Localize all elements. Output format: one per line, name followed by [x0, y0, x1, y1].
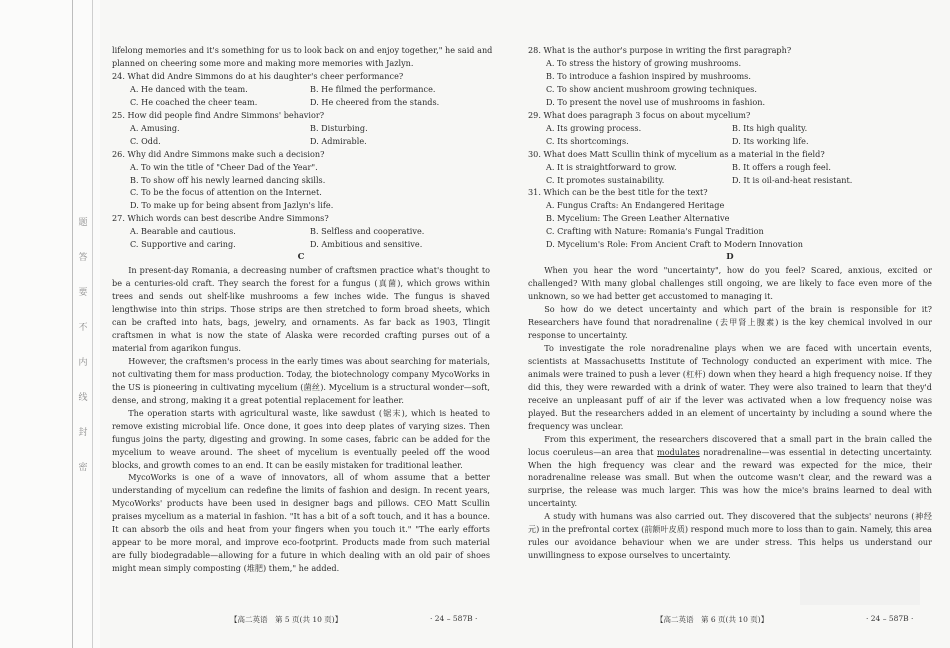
page-number-label: 【高二英语 第 6 页(共 10 页)】 — [656, 615, 769, 624]
passage-paragraph: From this experiment, the researchers discovered that a small part in the brain called the locus coeruleus—an area that modulates noradrenaline—was essential in detecting uncertainty. When the high frequency was clear and the reward was expected for the mice, their noradrenaline release was small. But when the outcome wasn't clear, and the reward was a surprise, the release was much larger. This was how the mice's brains learned to deal with uncertainty. — [528, 433, 932, 509]
seal-char: 线 — [78, 393, 88, 403]
seal-char: 封 — [78, 428, 88, 438]
option-b: B. He filmed the performance. — [310, 83, 436, 94]
seal-char: 答 — [78, 253, 88, 263]
option-a: A. Fungus Crafts: An Endangered Heritage — [546, 200, 725, 211]
intro-line: lifelong memories and it's something for us to look back on and enjoy together," he said and — [112, 45, 493, 55]
option-d: D. To make up for being absent from Jazlyn's life. — [130, 200, 334, 211]
question-29 — [528, 109, 932, 148]
passage-paragraph: A study with humans was also carried out. They discovered that the subjects' neurons (神经元) in the prefrontal cortex (前额叶皮质) respond much more to loss than to gain. Namely, this area rules our avoidance behaviour when we are under stress. This helps us understand our unwillingness to expose ourselves to uncertainty. — [528, 511, 933, 561]
seal-char: 题 — [78, 218, 88, 228]
option-b: B. Its high quality. — [732, 122, 808, 133]
seal-line-inner — [92, 0, 93, 648]
option-d: D. It is oil-and-heat resistant. — [732, 174, 853, 185]
option-b: B. Selfless and cooperative. — [310, 226, 425, 237]
option-d: D. Mycelium's Role: From Ancient Craft to Modern Innovation — [546, 239, 803, 250]
underlined-word: modulates — [657, 446, 700, 457]
seal-char: 不 — [78, 323, 88, 333]
question-stem: 29. What does paragraph 3 focus on about mycelium? — [528, 109, 751, 120]
passage-paragraph: So how do we detect uncertainty and which part of the brain is responsible for it? Researchers have found that noradrenaline (去甲肾上腺素) is the key chemical involved in our response to uncertainty. — [528, 304, 932, 340]
option-d: D. Admirable. — [310, 135, 367, 146]
question-stem: 30. What does Matt Scullin think of mycelium as a material in the field? — [528, 148, 825, 159]
option-b: B. It offers a rough feel. — [732, 161, 831, 172]
question-stem: 27. Which words can best describe Andre Simmons? — [112, 213, 329, 224]
passage-paragraph: In present-day Romania, a decreasing number of craftsmen practice what's thought to be a centuries-old craft. They search the forest for a fungus (真菌), which grows within trees and sends out shelf-like mushrooms a few inches wide. The fungus is shaved lengthwise into thin strips. Those strips are then stretched to form broad sheets, which can be crafted into hats, bags, jewelry, and ornaments. As far back as 1903, Tlingit craftsmen in what is now the state of Alaska were recorded crafting purses out of a material from agarikon fungus. — [112, 265, 490, 353]
option-b: B. To show off his newly learned dancing skills. — [130, 174, 326, 185]
section-heading-d: D — [726, 252, 734, 263]
question-stem: 25. How did people find Andre Simmons' behavior? — [112, 109, 325, 120]
intro-line: planned on cheering some more and making more memories with Jazlyn. — [112, 57, 414, 68]
seal-char: 要 — [78, 288, 88, 298]
option-d: D. Its working life. — [732, 135, 809, 146]
option-a: A. To win the title of "Cheer Dad of the Year". — [130, 161, 318, 172]
option-a: A. To stress the history of growing mushrooms. — [546, 57, 742, 68]
option-d: D. Ambitious and sensitive. — [310, 239, 423, 250]
option-a: A. Its growing process. — [546, 122, 642, 133]
passage-paragraph: The operation starts with agricultural waste, like sawdust (锯末), which is heated to remove existing microbial life. Once done, it goes into deep plates of varying sizes. Then fungus joins the party, digesting and growing. In some cases, fabric can be added for the mycelium to weave around. The sheet of mycelium is eventually peeled off the wood blocks, and growth comes to an end. It can be easily mistaken for traditional leather. — [112, 407, 490, 470]
seal-line-outer — [72, 0, 73, 648]
option-c: C. It promotes sustainability. — [546, 174, 665, 185]
option-a: A. He danced with the team. — [130, 83, 248, 94]
exam-code: · 24 – 587B · — [866, 614, 914, 623]
question-27 — [112, 212, 490, 251]
question-31 — [528, 186, 932, 251]
question-26 — [112, 148, 490, 213]
seal-char: 内 — [78, 358, 88, 368]
left-page — [112, 44, 493, 575]
option-b: B. Disturbing. — [310, 122, 368, 133]
option-d: D. He cheered from the stands. — [310, 96, 440, 107]
question-24 — [112, 70, 490, 109]
question-28 — [528, 44, 932, 109]
passage-paragraph: MycoWorks is one of a wave of innovators, all of whom assume that a better understanding of mycelium can redefine the limits of fashion and design. In recent years, MycoWorks' products have been used in designer bags and pillows. CEO Matt Scullin praises mycelium as a material in fashion. "It has a bit of a soft touch, and it has a bounce. It can absorb the oils and heat from your fingers when you touch it." "The early efforts appear to be more moral, and improve eco-footprint. Products made from such material are fully biodegradable—allowing for a future in which dealing with an old pair of shoes might mean simply composting (堆肥) them," he added. — [112, 472, 490, 574]
question-stem: 24. What did Andre Simmons do at his daughter's cheer performance? — [112, 70, 404, 81]
section-heading-c: C — [297, 252, 305, 263]
option-b: B. To introduce a fashion inspired by mushrooms. — [546, 70, 751, 81]
option-a: A. Bearable and cautious. — [130, 226, 236, 237]
page-number-label: 【高二英语 第 5 页(共 10 页)】 — [230, 615, 343, 624]
option-c: C. To be the focus of attention on the Internet. — [130, 187, 322, 198]
option-a: A. Amusing. — [130, 122, 180, 133]
option-c: C. Its shortcomings. — [546, 135, 629, 146]
question-25 — [112, 109, 490, 148]
passage-paragraph: When you hear the word "uncertainty", how do you feel? Scared, anxious, excited or challenged? With many global challenges still ongoing, we are likely to face even more of the unknown, so we had better get accustomed to managing it. — [528, 265, 932, 302]
option-c: C. Crafting with Nature: Romania's Fungal Tradition — [546, 226, 764, 237]
option-b: B. Mycelium: The Green Leather Alternative — [546, 213, 730, 224]
question-stem: 26. Why did Andre Simmons make such a decision? — [112, 148, 325, 159]
question-stem: 28. What is the author's purpose in writing the first paragraph? — [528, 45, 792, 55]
passage-paragraph: To investigate the role noradrenaline plays when we are faced with uncertain events, scientists at Massachusetts Institute of Technology conducted an experiment with mice. The animals were trained to push a lever (杠杆) down when they heard a high frequency noise. If they did this, they were rewarded with a drink of water. They were also trained to learn that they'd receive an unpleasant puff of air if the lever was activated when a low frequency noise was played. But the researchers added in an element of uncertainty by including a sound where the frequency was unclear. — [528, 342, 932, 431]
question-stem: 31. Which can be the best title for the text? — [528, 187, 708, 198]
option-d: D. To present the novel use of mushrooms in fashion. — [546, 96, 766, 107]
option-c: C. To show ancient mushroom growing techniques. — [546, 83, 757, 94]
right-page — [528, 44, 932, 562]
seal-notice — [76, 215, 90, 473]
seal-char: 密 — [78, 463, 88, 473]
option-c: C. Odd. — [130, 135, 161, 146]
question-30 — [528, 148, 932, 187]
option-c: C. Supportive and caring. — [130, 239, 236, 250]
option-a: A. It is straightforward to grow. — [546, 161, 677, 172]
option-c: C. He coached the cheer team. — [130, 96, 258, 107]
exam-code: · 24 – 587B · — [430, 614, 478, 623]
passage-paragraph: However, the craftsmen's process in the early times was about searching for materials, not cultivating them for mass production. Today, the biotechnology company MycoWorks in the US is pioneering in cultivating mycelium (菌丝). Mycelium is a structural wonder—soft, dense, and strong, making it a great potential replacement for leather. — [112, 355, 490, 405]
